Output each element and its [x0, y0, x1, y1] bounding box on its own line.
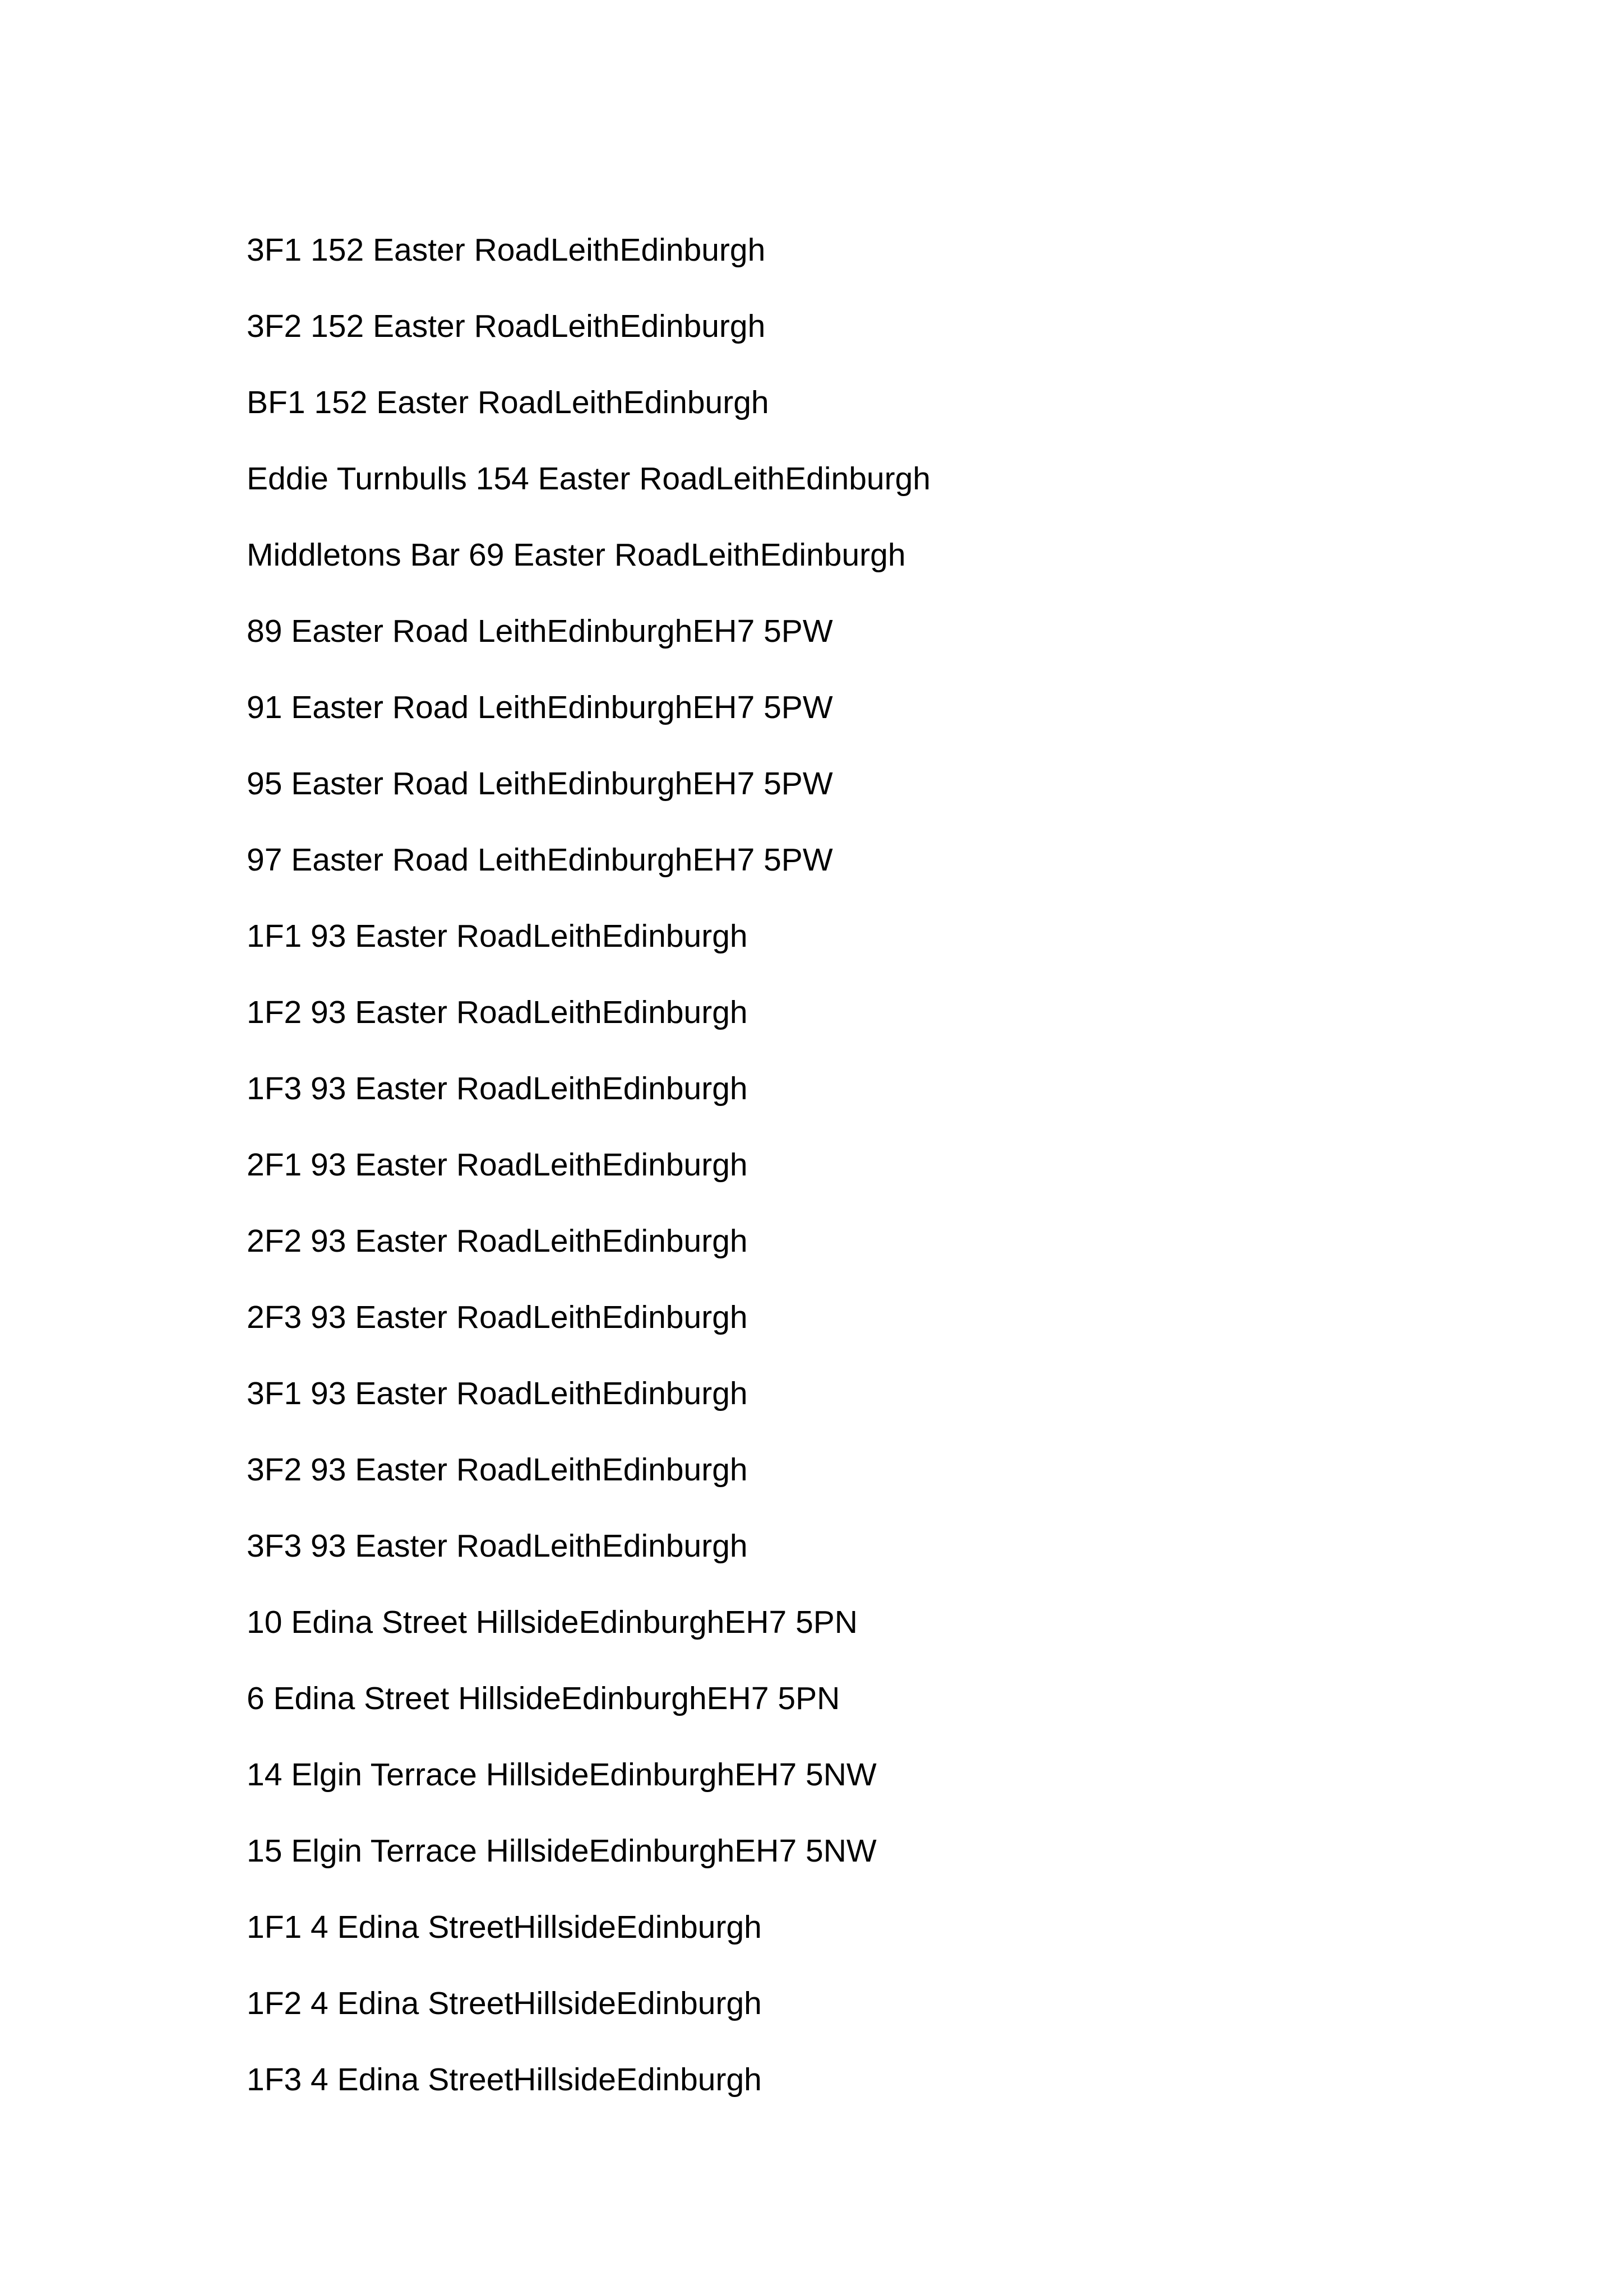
- address-line: 10 Edina Street HillsideEdinburghEH7 5PN: [247, 1604, 858, 1640]
- address-line: BF1 152 Easter RoadLeithEdinburgh: [247, 385, 769, 420]
- address-line: 1F1 4 Edina StreetHillsideEdinburgh: [247, 1909, 762, 1945]
- address-line: 3F1 152 Easter RoadLeithEdinburgh: [247, 232, 766, 268]
- address-line: 15 Elgin Terrace HillsideEdinburghEH7 5NW: [247, 1833, 877, 1869]
- address-line: 1F2 4 Edina StreetHillsideEdinburgh: [247, 1985, 762, 2021]
- address-line: 1F3 4 Edina StreetHillsideEdinburgh: [247, 2062, 762, 2098]
- address-line: 2F3 93 Easter RoadLeithEdinburgh: [247, 1299, 748, 1335]
- address-line: 6 Edina Street HillsideEdinburghEH7 5PN: [247, 1681, 840, 1716]
- address-line: 1F1 93 Easter RoadLeithEdinburgh: [247, 918, 748, 954]
- address-line: 89 Easter Road LeithEdinburghEH7 5PW: [247, 613, 833, 649]
- address-line: 3F1 93 Easter RoadLeithEdinburgh: [247, 1376, 748, 1411]
- address-line: 91 Easter Road LeithEdinburghEH7 5PW: [247, 689, 833, 725]
- address-list: [247, 234, 931, 2140]
- address-line: 97 Easter Road LeithEdinburghEH7 5PW: [247, 842, 833, 878]
- address-line: 95 Easter Road LeithEdinburghEH7 5PW: [247, 766, 833, 802]
- address-line: Eddie Turnbulls 154 Easter RoadLeithEdinburgh: [247, 461, 931, 497]
- address-line: 2F2 93 Easter RoadLeithEdinburgh: [247, 1223, 748, 1259]
- address-line: 3F3 93 Easter RoadLeithEdinburgh: [247, 1528, 748, 1564]
- address-line: 3F2 152 Easter RoadLeithEdinburgh: [247, 308, 766, 344]
- address-line: 1F3 93 Easter RoadLeithEdinburgh: [247, 1071, 748, 1107]
- address-line: 2F1 93 Easter RoadLeithEdinburgh: [247, 1147, 748, 1183]
- address-line: Middletons Bar 69 Easter RoadLeithEdinburgh: [247, 537, 906, 573]
- address-line: 1F2 93 Easter RoadLeithEdinburgh: [247, 994, 748, 1030]
- address-line: 3F2 93 Easter RoadLeithEdinburgh: [247, 1452, 748, 1488]
- address-line: 14 Elgin Terrace HillsideEdinburghEH7 5NW: [247, 1757, 877, 1793]
